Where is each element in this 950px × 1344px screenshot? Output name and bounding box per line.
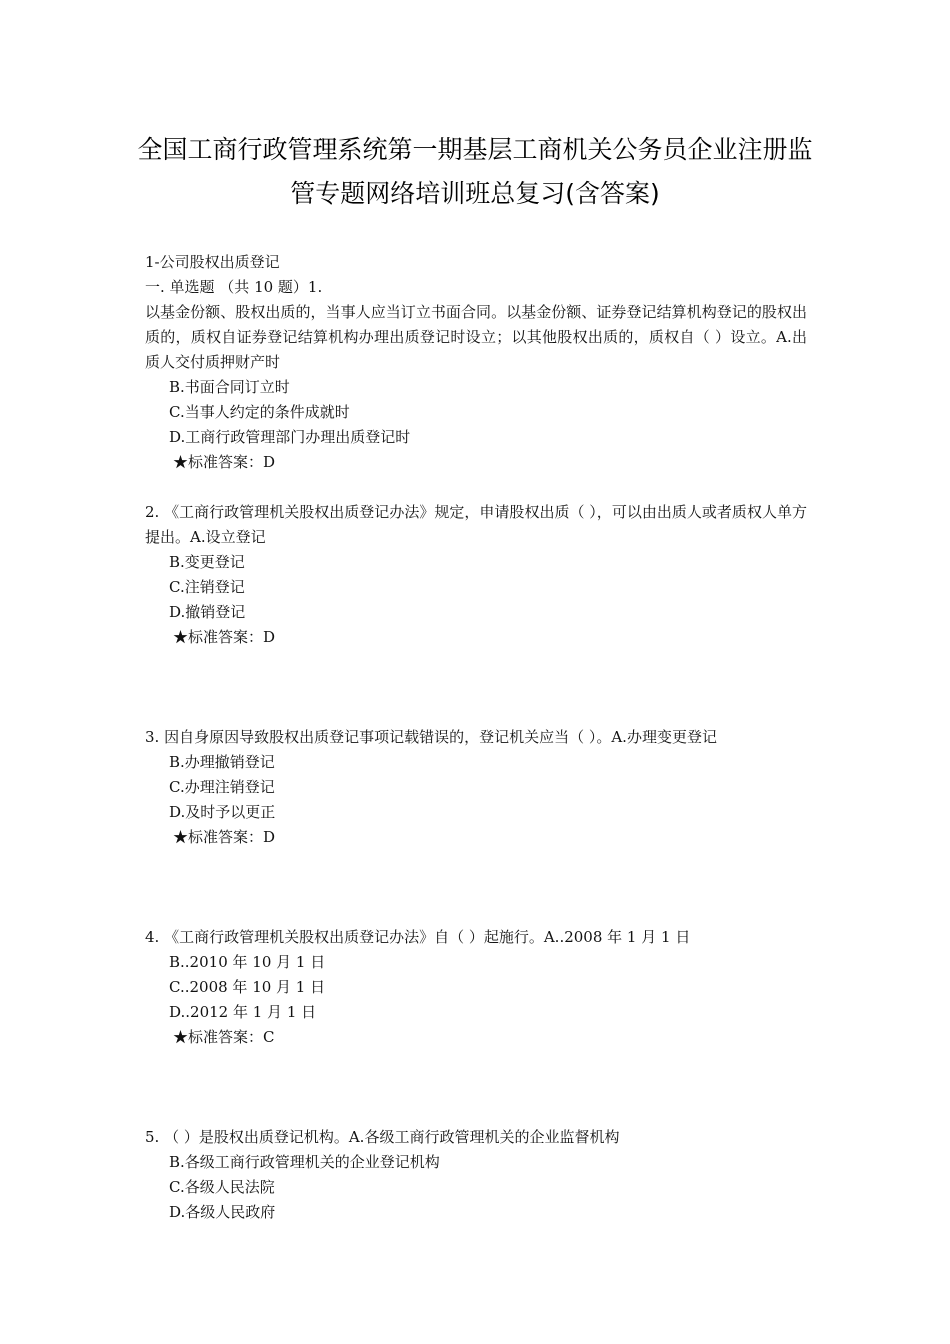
spacer xyxy=(145,475,807,500)
option-b: B.变更登记 xyxy=(169,553,245,571)
title-line-1: 全国工商行政管理系统第一期基层工商机关公务员企业注册监 xyxy=(137,135,813,164)
question-text: 以基金份额、股权出质的，当事人应当订立书面合同。以基金份额、证券登记结算机构登记的股权出质的，质权自证券登记结算机构办理出质登记时设立；以其他股权出质的，质权自（ ）设立。A.出质人交付质押财产时 xyxy=(145,303,807,371)
question-4 xyxy=(145,925,807,1050)
option-c: C.注销登记 xyxy=(169,578,245,596)
question-3 xyxy=(145,725,807,850)
question-text: 3. 因自身原因导致股权出质登记事项记载错误的，登记机关应当（ ）。A.办理变更登记 xyxy=(145,728,717,746)
option-b: B.各级工商行政管理机关的企业登记机构 xyxy=(169,1153,440,1171)
option-b: B.办理撤销登记 xyxy=(169,753,275,771)
standard-answer: ★标准答案：D xyxy=(173,828,276,846)
question-5 xyxy=(145,1125,807,1225)
option-c: C.当事人约定的条件成就时 xyxy=(169,403,350,421)
standard-answer: ★标准答案：D xyxy=(173,453,276,471)
standard-answer: ★标准答案：D xyxy=(173,628,276,646)
question-text: 2. 《工商行政管理机关股权出质登记办法》规定，申请股权出质（ ），可以由出质人或者质权人单方提出。A.设立登记 xyxy=(145,503,807,546)
option-c: C.办理注销登记 xyxy=(169,778,275,796)
option-c: C.各级人民法院 xyxy=(169,1178,275,1196)
spacer xyxy=(145,1050,807,1125)
option-d: D.工商行政管理部门办理出质登记时 xyxy=(169,428,411,446)
document-body xyxy=(145,250,807,1225)
question-2 xyxy=(145,500,807,650)
section-heading: 1-公司股权出质登记 xyxy=(145,253,280,271)
option-d: D..2012 年 1 月 1 日 xyxy=(169,1003,317,1021)
option-d: D.各级人民政府 xyxy=(169,1203,276,1221)
spacer xyxy=(145,850,807,925)
option-b: B.书面合同订立时 xyxy=(169,378,290,396)
standard-answer: ★标准答案：C xyxy=(173,1028,275,1046)
option-c: C..2008 年 10 月 1 日 xyxy=(169,978,326,996)
document-title xyxy=(100,128,850,216)
title-line-2: 管专题网络培训班总复习(含答案) xyxy=(290,179,660,208)
part-heading: 一. 单选题 （共 10 题）1. xyxy=(145,278,323,296)
option-b: B..2010 年 10 月 1 日 xyxy=(169,953,326,971)
question-1 xyxy=(145,300,807,475)
option-d: D.及时予以更正 xyxy=(169,803,276,821)
option-d: D.撤销登记 xyxy=(169,603,246,621)
question-text: 5. （ ）是股权出质登记机构。A.各级工商行政管理机关的企业监督机构 xyxy=(145,1128,620,1146)
question-text: 4. 《工商行政管理机关股权出质登记办法》自（ ）起施行。A..2008 年 1 月 1 日 xyxy=(145,928,691,946)
spacer xyxy=(145,650,807,725)
